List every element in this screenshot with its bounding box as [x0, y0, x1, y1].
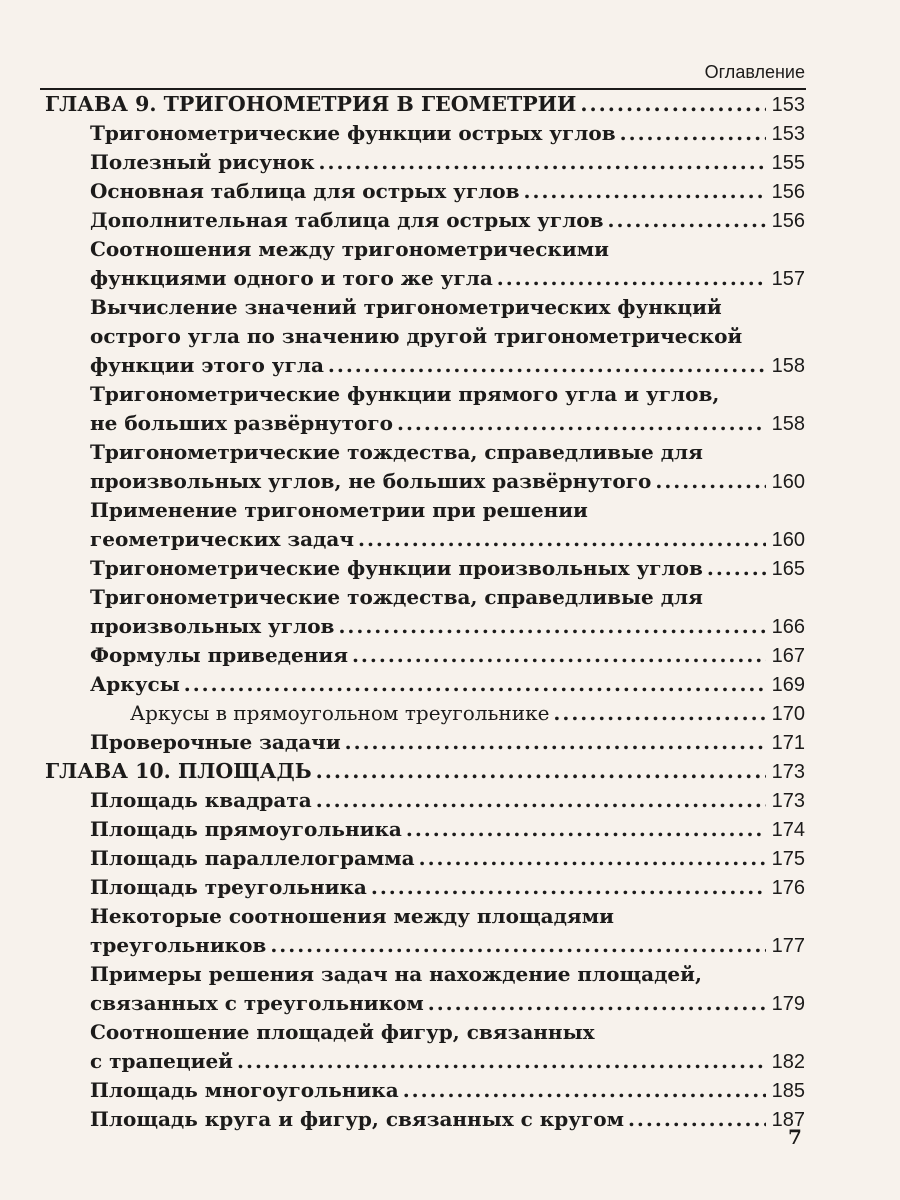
toc-entry-title: с трапецией — [90, 1049, 234, 1073]
dot-leader — [345, 728, 766, 757]
toc-entry-page: 153 — [771, 123, 805, 145]
dot-leader — [352, 641, 766, 670]
toc-entry-line — [90, 409, 805, 438]
toc-entry-title: Площадь квадрата — [90, 788, 312, 812]
toc-entry-page: 174 — [771, 819, 805, 841]
toc-entry-page: 169 — [771, 674, 805, 696]
toc-entry-title: Тригонометрические функции острых углов — [90, 121, 616, 145]
toc-entry-page: 171 — [771, 732, 805, 754]
toc-entry-title: Дополнительная таблица для острых углов — [90, 208, 604, 232]
toc-entry — [90, 1105, 805, 1134]
toc-entry-line — [90, 1076, 805, 1105]
toc-entry — [90, 206, 805, 235]
toc-entry-line — [90, 1105, 805, 1134]
toc-entry — [90, 554, 805, 583]
toc-entry-page: 167 — [771, 645, 805, 667]
toc-entry-page: 157 — [771, 268, 805, 290]
toc-entry-page: 177 — [771, 935, 805, 957]
running-header: Оглавление — [704, 62, 805, 82]
toc-entry-title: не больших развёрнутого — [90, 411, 393, 435]
toc-entry-line — [90, 989, 805, 1018]
dot-leader — [628, 1105, 766, 1134]
toc-entry-line — [90, 728, 805, 757]
dot-leader — [403, 1076, 766, 1105]
dot-leader — [397, 409, 766, 438]
toc-entry-line — [90, 235, 805, 264]
dot-leader — [270, 931, 765, 960]
toc-entry-title: Площадь параллелограмма — [90, 846, 415, 870]
toc-entry-line — [90, 1047, 805, 1076]
toc-entry-page: 173 — [771, 761, 805, 783]
toc-entry-line — [45, 757, 805, 786]
dot-leader — [620, 119, 766, 148]
toc-entry-line — [90, 148, 805, 177]
toc-entry-title: острого угла по значению другой тригонометрической — [90, 324, 743, 348]
toc-entry-line — [90, 554, 805, 583]
toc-entry-line — [90, 612, 805, 641]
toc-entry-line — [90, 380, 805, 409]
dot-leader — [524, 177, 766, 206]
toc-entry-title: Некоторые соотношения между площадями — [90, 904, 614, 928]
toc-entry-title: ГЛАВА 9. ТРИГОНОМЕТРИЯ В ГЕОМЕТРИИ — [45, 92, 577, 116]
toc-entry-line — [90, 438, 805, 467]
toc-entry — [90, 873, 805, 902]
toc-entry-page: 155 — [771, 152, 805, 174]
toc-entry-line — [90, 206, 805, 235]
toc-entry-title: функциями одного и того же угла — [90, 266, 493, 290]
toc-entry-page: 158 — [771, 413, 805, 435]
toc-entry-page: 185 — [771, 1080, 805, 1102]
toc-entry-title: Площадь треугольника — [90, 875, 367, 899]
toc-entry-page: 153 — [771, 94, 805, 116]
toc-entry — [90, 177, 805, 206]
page-number: 7 — [788, 1125, 802, 1149]
toc-entry — [90, 902, 805, 960]
toc-entry-title: связанных с треугольником — [90, 991, 424, 1015]
toc-entry-line — [90, 786, 805, 815]
toc-entry — [90, 496, 805, 554]
toc-entry — [90, 235, 805, 293]
toc-entry — [90, 119, 805, 148]
dot-leader — [316, 757, 766, 786]
toc-entry-title: Соотношение площадей фигур, связанных — [90, 1020, 595, 1044]
toc-entry-page: 173 — [771, 790, 805, 812]
dot-leader — [371, 873, 766, 902]
dot-leader — [406, 815, 766, 844]
toc-entry-line — [90, 496, 805, 525]
toc-entry — [90, 1076, 805, 1105]
toc-entry — [90, 438, 805, 496]
toc-entry-page: 182 — [771, 1051, 805, 1073]
toc-entry-line — [90, 264, 805, 293]
toc-entry-title: геометрических задач — [90, 527, 354, 551]
toc-entry-title: Площадь круга и фигур, связанных с кругом — [90, 1107, 624, 1131]
toc-entry — [90, 641, 805, 670]
toc-entry-line — [90, 873, 805, 902]
toc-entry-line — [90, 177, 805, 206]
toc-entry-line — [90, 641, 805, 670]
dot-leader — [655, 467, 765, 496]
toc-entry-line — [90, 670, 805, 699]
toc-entry-page: 156 — [771, 181, 805, 203]
toc-entry-title: Площадь прямоугольника — [90, 817, 402, 841]
toc-entry-title: треугольников — [90, 933, 267, 957]
toc-entry — [90, 728, 805, 757]
dot-leader — [707, 554, 766, 583]
toc-entry-line — [90, 931, 805, 960]
toc-entry-line — [90, 1018, 805, 1047]
dot-leader — [319, 148, 766, 177]
toc-entry-title: Аркусы — [90, 672, 180, 696]
toc-entry — [90, 380, 805, 438]
dot-leader — [328, 351, 766, 380]
toc-entry-title: ГЛАВА 10. ПЛОЩАДЬ — [45, 759, 312, 783]
toc-entry — [90, 583, 805, 641]
dot-leader — [184, 670, 766, 699]
toc-entry — [90, 786, 805, 815]
toc-entry — [90, 844, 805, 873]
toc-chapter — [45, 90, 805, 119]
toc-entry-title: Площадь многоугольника — [90, 1078, 399, 1102]
toc-entry-line — [90, 583, 805, 612]
toc-chapter — [45, 757, 805, 786]
toc-entry-line — [90, 119, 805, 148]
toc-entry-title: функции этого угла — [90, 353, 324, 377]
toc-entry-line — [90, 960, 805, 989]
toc-entry — [90, 1018, 805, 1076]
dot-leader — [338, 612, 765, 641]
toc-entry-title: Основная таблица для острых углов — [90, 179, 520, 203]
toc-entry-title: Вычисление значений тригонометрических функций — [90, 295, 722, 319]
toc-entry-line — [130, 699, 805, 728]
dot-leader — [237, 1047, 766, 1076]
toc-entry-title: произвольных углов, не больших развёрнутого — [90, 469, 652, 493]
toc-entry-title: Формулы приведения — [90, 643, 348, 667]
toc-entry-line — [90, 322, 805, 351]
toc-entry-line — [90, 902, 805, 931]
toc-entry — [90, 148, 805, 177]
toc-subsection — [130, 699, 805, 728]
toc-entry-page: 156 — [771, 210, 805, 232]
toc-entry-line — [90, 467, 805, 496]
toc-entry — [90, 960, 805, 1018]
toc-entry-page: 165 — [771, 558, 805, 580]
toc-entry-line — [45, 90, 805, 119]
toc-entry-line — [90, 815, 805, 844]
toc-entry-title: Аркусы в прямоугольном треугольнике — [130, 701, 550, 725]
dot-leader — [419, 844, 766, 873]
toc-entry-line — [90, 525, 805, 554]
toc-entry-page: 160 — [771, 471, 805, 493]
toc-entry-title: Тригонометрические тождества, справедливые для — [90, 585, 703, 609]
toc-entry-page: 160 — [771, 529, 805, 551]
table-of-contents — [0, 90, 900, 1134]
toc-entry-page: 170 — [771, 703, 805, 725]
toc-entry-line — [90, 351, 805, 380]
dot-leader — [580, 90, 765, 119]
dot-leader — [497, 264, 766, 293]
toc-entry — [90, 293, 805, 380]
toc-entry-line — [90, 293, 805, 322]
dot-leader — [428, 989, 766, 1018]
toc-entry-title: Тригонометрические функции прямого угла и углов, — [90, 382, 720, 406]
toc-entry-title: Тригонометрические функции произвольных углов — [90, 556, 703, 580]
toc-entry — [90, 670, 805, 699]
toc-entry-page: 187 — [771, 1109, 805, 1131]
dot-leader — [316, 786, 766, 815]
toc-entry-line — [90, 844, 805, 873]
dot-leader — [553, 699, 765, 728]
dot-leader — [608, 206, 766, 235]
toc-entry-title: Примеры решения задач на нахождение площадей, — [90, 962, 702, 986]
toc-entry — [90, 815, 805, 844]
toc-entry-page: 158 — [771, 355, 805, 377]
toc-entry-page: 175 — [771, 848, 805, 870]
dot-leader — [358, 525, 766, 554]
toc-entry-title: Соотношения между тригонометрическими — [90, 237, 609, 261]
toc-entry-title: Применение тригонометрии при решении — [90, 498, 588, 522]
toc-entry-title: Проверочные задачи — [90, 730, 341, 754]
toc-entry-page: 179 — [771, 993, 805, 1015]
toc-entry-title: Полезный рисунок — [90, 150, 315, 174]
toc-entry-title: Тригонометрические тождества, справедливые для — [90, 440, 703, 464]
toc-entry-page: 176 — [771, 877, 805, 899]
toc-entry-page: 166 — [771, 616, 805, 638]
toc-entry-title: произвольных углов — [90, 614, 335, 638]
